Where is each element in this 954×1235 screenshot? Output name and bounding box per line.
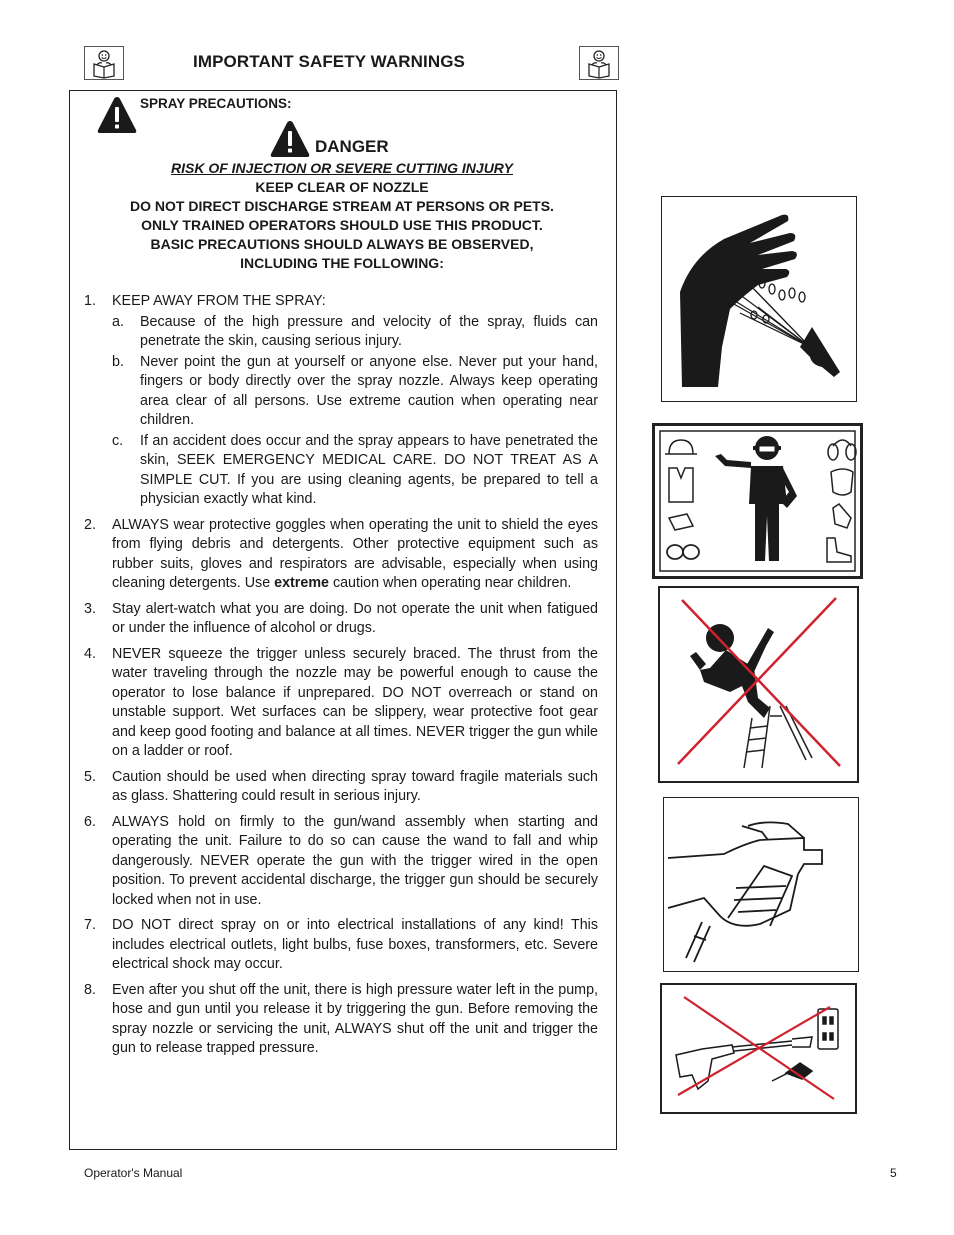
list-item [84,813,598,911]
list-item [84,916,598,975]
sub-item-letter: b. [112,353,124,370]
operator-reading-manual-icon [579,46,619,80]
list-item [84,645,598,762]
section-heading: SPRAY PRECAUTIONS: [140,96,292,111]
list-item [84,768,598,807]
sub-item-text: Never point the gun at yourself or anyone else. Never put your hand, fingers or body directly over the spray nozzle. Always keep operating area clear of all persons. Use extreme caution when operating near children. [140,353,598,428]
precautions-list [84,292,598,1065]
list-item [84,516,598,594]
hand-injection-hazard-icon [661,196,857,402]
list-item [84,292,598,510]
list-item [84,981,598,1059]
danger-risk-line: RISK OF INJECTION OR SEVERE CUTTING INJURY [170,160,513,176]
item-number: 3. [84,600,96,617]
sub-item-letter: a. [112,313,124,330]
item-text: Stay alert-watch what you are doing. Do not operate the unit when fatigued or under the influence of alcohol or drugs. [112,600,598,636]
sub-item [112,432,598,510]
item-text: NEVER squeeze the trigger unless securely braced. The thrust from the water traveling through the nozzle may be powerful enough to cause the operator to lose balance if unprepared. DO NOT overreach or stand on unstable support. Wet surfaces can be slippery, wear protective foot gear and keep good footing and balance at all times. NEVER trigger the gun while on a ladder or roof. [112,645,598,759]
sub-item-letter: c. [112,432,124,449]
item-text: DO NOT direct spray on or into electrical installations of any kind! This includes electrical outlets, light bulbs, fuse boxes, transformers, etc. Severe electrical shock may occur. [112,917,598,972]
item-text: ALWAYS wear protective goggles when operating the unit to shield the eyes from flying debris and detergents. Other protective equipment such as rubber suits, gloves and respirators are advisable, especially when using cleaning detergents. Use [112,516,598,591]
danger-line: INCLUDING THE FOLLOWING: [240,255,444,271]
item-number: 7. [84,917,96,933]
protective-equipment-icon [652,423,863,579]
item-text: caution when operating near children. [328,575,572,591]
item-number: 1. [84,293,96,309]
item-number: 6. [84,813,96,830]
list-item [84,600,598,639]
item-number: 5. [84,768,96,785]
firm-grip-gun-icon [663,797,859,972]
item-number: 8. [84,981,96,998]
operator-reading-manual-icon [84,46,124,80]
item-text: Caution should be used when directing spray toward fragile materials such as glass. Shattering could result in serious injury. [112,768,598,804]
page-number: 5 [890,1166,897,1180]
sub-item-text: Because of the high pressure and velocity of the spray, fluids can penetrate the skin, causing serious injury. [140,313,598,349]
danger-line: KEEP CLEAR OF NOZZLE [255,179,429,195]
danger-line: ONLY TRAINED OPERATORS SHOULD USE THIS PRODUCT. [141,217,543,233]
no-ladder-icon [658,586,859,783]
danger-line: BASIC PRECAUTIONS SHOULD ALWAYS BE OBSERVED, [150,236,534,252]
sub-item-text: If an accident does occur and the spray appears to have penetrated the skin, SEEK EMERGENCY MEDICAL CARE. DO NOT TREAT AS A SIMPLE CUT. If you are using cleaning agents, be prepared to tell a physician exactly what kind. [140,432,598,507]
warning-triangle-icon [97,96,137,139]
item-text: Even after you shut off the unit, there is high pressure water left in the pump, hose and gun until you release it by triggering the gun. Before removing the spray nozzle or servicing the unit, ALWAYS shut off the unit and trigger the gun to release trapped pressure. [112,981,598,1056]
item-text: ALWAYS hold on firmly to the gun/wand assembly when starting and operating the unit. Failure to do so can cause the wand to fall and whip dangerously. NEVER operate the gun with the trigger wired in the open position. To prevent accidental discharge, the trigger gun should be securely locked when not in use. [112,813,598,908]
no-spray-electrical-icon [660,983,857,1114]
page-title: IMPORTANT SAFETY WARNINGS [193,52,465,71]
sub-item [112,313,598,352]
sub-item [112,353,598,431]
item-number: 2. [84,516,96,533]
danger-label: DANGER [315,137,389,156]
item-number: 4. [84,645,96,662]
item-text: KEEP AWAY FROM THE SPRAY: [112,293,326,309]
item-text-emphasis: extreme [274,575,329,591]
danger-triangle-icon [270,120,310,163]
danger-lines [72,178,612,273]
danger-line: DO NOT DIRECT DISCHARGE STREAM AT PERSONS OR PETS. [130,198,554,214]
footer-manual-title: Operator's Manual [84,1166,183,1180]
